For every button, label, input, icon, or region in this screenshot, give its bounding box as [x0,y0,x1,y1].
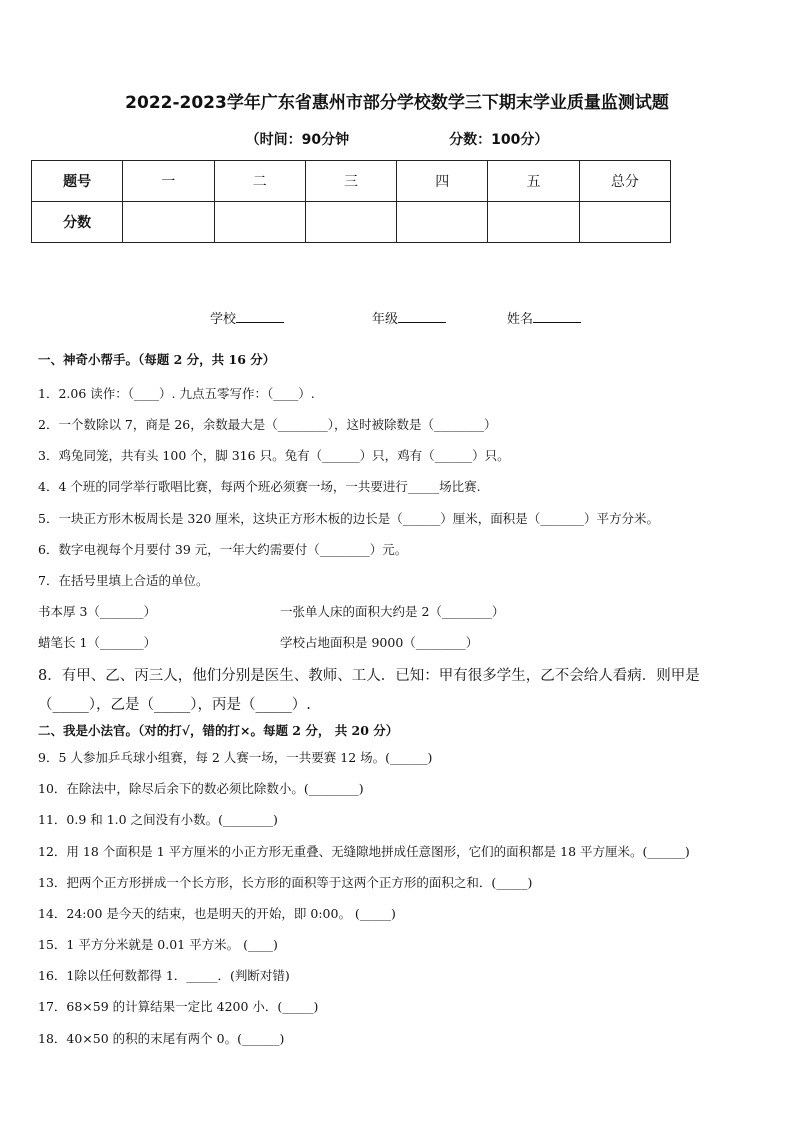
score-cell: 一 [123,161,214,202]
question-9: 9．5 人参加乒乓球小组赛，每 2 人赛一场，一共要赛 12 场。(______) [38,750,433,765]
question-12: 12．用 18 个面积是 1 平方厘米的小正方形无重叠、无缝隙地拼成任意图形，它们的面积都是 18 平方厘米。(______) [38,844,690,859]
question-18: 18．40×50 的积的末尾有两个 0。(______) [38,1031,285,1046]
score-input-cell[interactable] [214,202,305,243]
question-16: 16．1除以任何数都得 1．_____．(判断对错) [38,968,290,983]
question-8-line2: （_____），乙是（_____），丙是（_____）. [38,697,311,713]
question-7a: 书本厚 3（_______） [38,604,157,619]
score-cell: 分数 [32,202,123,243]
question-7: 7．在括号里填上合适的单位。 [38,573,209,588]
score-cell: 三 [305,161,396,202]
score-input-cell[interactable] [305,202,396,243]
score-cell: 总分 [579,161,670,202]
question-11: 11．0.9 和 1.0 之间没有小数。(________) [38,812,278,827]
question-8-line1: 8．有甲、乙、丙三人，他们分别是医生、教师、工人．已知：甲有很多学生，乙不会给人看病．则甲是 [38,668,700,684]
question-7d: 学校占地面积是 9000（________） [280,635,479,650]
name-label: 姓名 [507,312,534,327]
question-7b: 一张单人床的面积大约是 2（________） [280,604,505,619]
exam-subtitle [0,129,794,149]
school-field[interactable] [210,308,284,327]
score-input-cell[interactable] [579,202,670,243]
score-cell: 二 [214,161,305,202]
section-2-heading: 二、我是小法官。（对的打√，错的打×。每题 2 分， 共 20 分） [38,723,399,738]
section-1-heading: 一、神奇小帮手。（每题 2 分，共 16 分） [38,352,276,367]
question-15: 15．1 平方分米就是 0.01 平方米。 (____) [38,937,278,952]
school-label: 学校 [210,312,237,327]
score-cell: 五 [488,161,579,202]
score-input-cell[interactable] [397,202,488,243]
score-table-value-row [32,202,671,243]
question-10: 10．在除法中，除尽后余下的数必须比除数小。(________) [38,781,364,796]
grade-field[interactable] [372,308,446,327]
grade-label: 年级 [372,312,399,327]
question-1: 1．2.06 读作：（____）. 九点五零写作：（____）. [38,386,315,401]
question-13: 13．把两个正方形拼成一个长方形，长方形的面积等于这两个正方形的面积之和．(_____) [38,875,533,890]
score-input-cell[interactable] [123,202,214,243]
question-17: 17．68×59 的计算结果一定比 4200 小．(_____) [38,999,319,1014]
question-2: 2．一个数除以 7，商是 26，余数最大是（________），这时被除数是（________） [38,417,497,432]
time-label: （时间：90分钟 [245,132,350,148]
name-field[interactable] [507,308,581,327]
score-label: 分数：100分） [449,132,549,148]
question-3: 3．鸡兔同笼，共有头 100 个，脚 316 只。兔有（______）只，鸡有（______）只。 [38,448,510,463]
question-7c: 蜡笔长 1（_______） [38,635,157,650]
score-table-header-row [32,161,671,202]
question-5: 5．一块正方形木板周长是 320 厘米，这块正方形木板的边长是（______）厘米，面积是（_______）平方分米。 [38,511,660,526]
score-cell: 题号 [32,161,123,202]
page-title: 2022-2023学年广东省惠州市部分学校数学三下期末学业质量监测试题 [125,93,669,113]
question-14: 14．24:00 是今天的结束，也是明天的开始，即 0:00。 (_____) [38,906,396,921]
question-4: 4．4 个班的同学举行歌唱比赛，每两个班必须赛一场，一共要进行_____场比赛. [38,479,481,494]
score-table [31,160,671,243]
question-6: 6．数字电视每个月要付 39 元，一年大约需要付（________）元。 [38,542,408,557]
score-input-cell[interactable] [488,202,579,243]
score-cell: 四 [397,161,488,202]
